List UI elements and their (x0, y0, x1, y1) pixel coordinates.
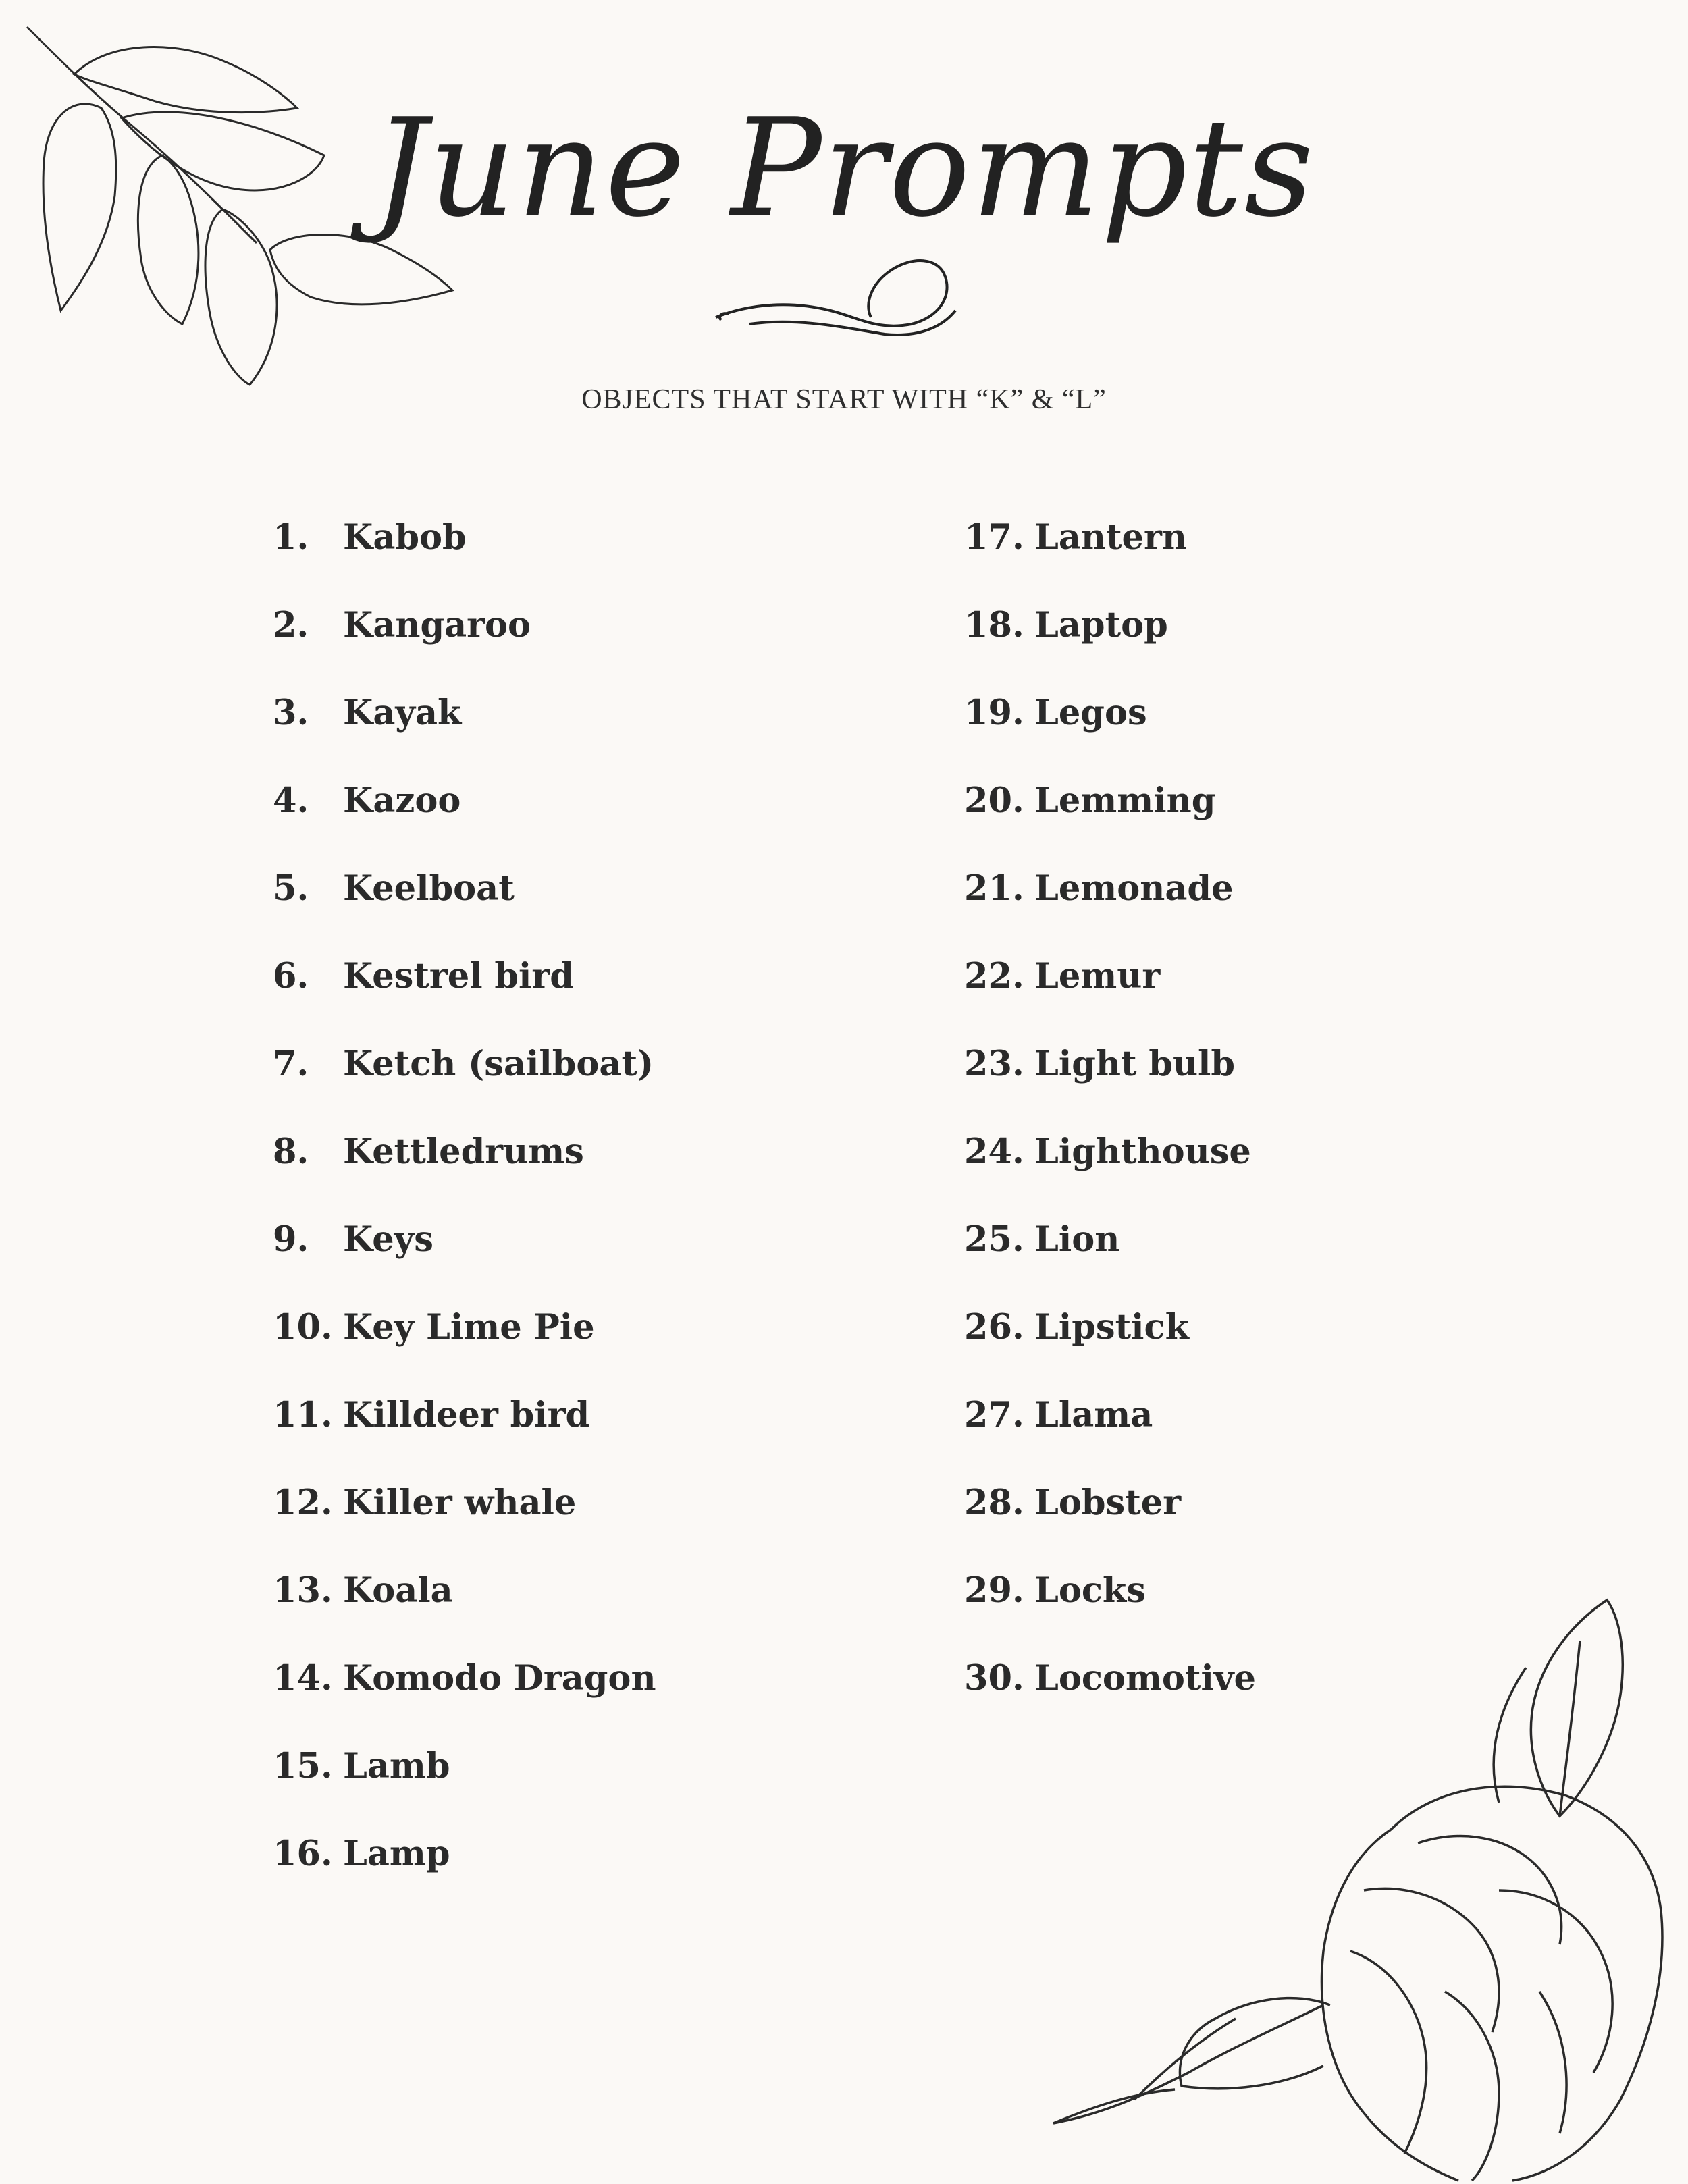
prompt-list-left (273, 513, 656, 1917)
list-item: 6. Kestrel bird (273, 956, 574, 996)
list-item: 25. Lion (964, 1219, 1120, 1260)
list-item: 11. Killdeer bird (273, 1395, 590, 1435)
list-item: 13. Koala (273, 1570, 453, 1611)
list-item: 8. Kettledrums (273, 1131, 584, 1172)
list-item: 14. Komodo Dragon (273, 1658, 656, 1699)
prompt-list-right (964, 513, 1256, 1742)
list-item: 1. Kabob (273, 517, 467, 558)
list-item: 12. Killer whale (273, 1483, 577, 1523)
list-item: 10. Key Lime Pie (273, 1307, 595, 1348)
page-title: June Prompts (373, 90, 1315, 247)
list-item: 28. Lobster (964, 1483, 1182, 1523)
list-item: 2. Kangaroo (273, 605, 531, 645)
list-item: 21. Lemonade (964, 868, 1234, 909)
list-item: 15. Lamb (273, 1746, 450, 1786)
list-item: 9. Keys (273, 1219, 433, 1260)
flourish-ornament (709, 250, 979, 358)
list-item: 29. Locks (964, 1570, 1146, 1611)
list-item: 7. Ketch (sailboat) (273, 1044, 654, 1084)
list-item: 30. Locomotive (964, 1658, 1256, 1699)
list-item: 4. Kazoo (273, 780, 461, 821)
list-item: 16. Lamp (273, 1834, 450, 1874)
page-subtitle: OBJECTS THAT START WITH “K” & “L” (581, 384, 1107, 415)
list-item: 22. Lemur (964, 956, 1161, 996)
list-item: 23. Light bulb (964, 1044, 1236, 1084)
list-item: 20. Lemming (964, 780, 1216, 821)
list-item: 27. Llama (964, 1395, 1153, 1435)
list-item: 18. Laptop (964, 605, 1168, 645)
list-item: 3. Kayak (273, 693, 462, 733)
list-item: 26. Lipstick (964, 1307, 1189, 1348)
list-item: 19. Legos (964, 693, 1147, 733)
list-item: 17. Lantern (964, 517, 1187, 558)
list-item: 5. Keelboat (273, 868, 515, 909)
flower-illustration (1013, 1573, 1688, 2184)
list-item: 24. Lighthouse (964, 1131, 1251, 1172)
